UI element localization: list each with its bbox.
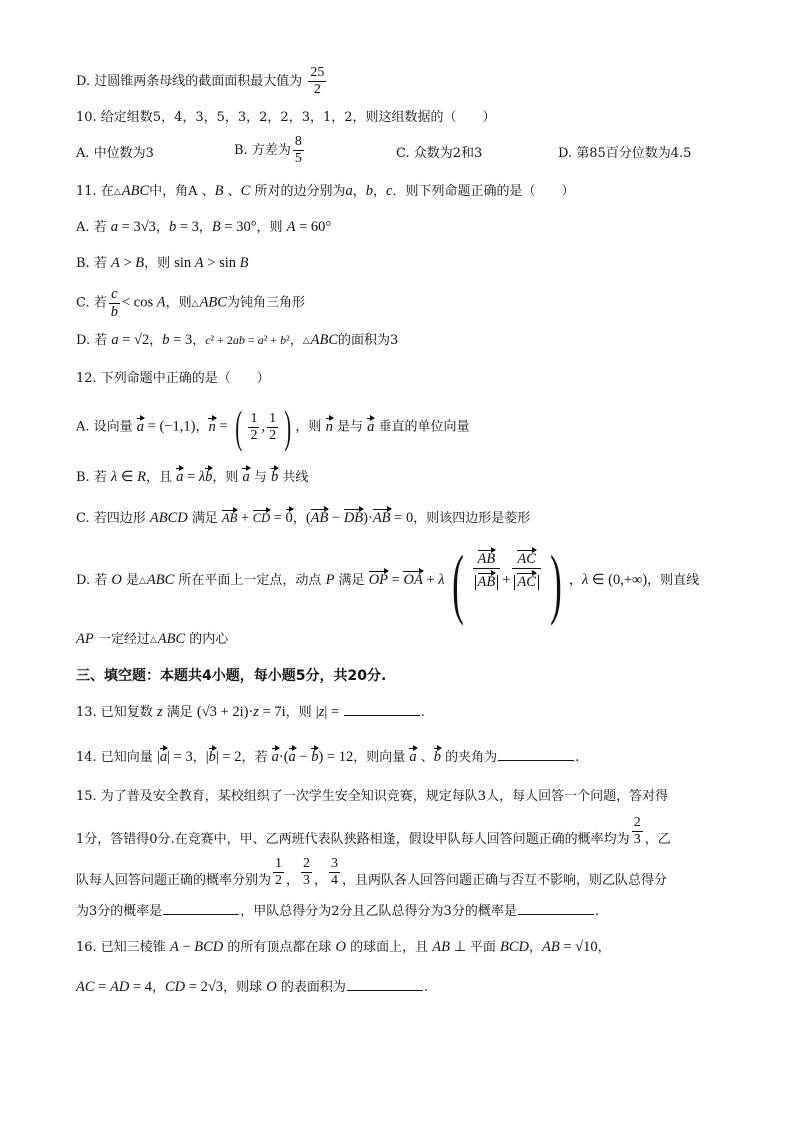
answer-blank[interactable] bbox=[163, 904, 239, 915]
q11-option-c: C. 若 $\frac{c}{b}$ < cos A，则△ABC为钝角三角形 bbox=[76, 286, 305, 320]
q12-option-b: B. 若 λ ∈ R，且 a = λb，则 a 与 b 共线 bbox=[76, 469, 309, 485]
q12-option-d-cont: AP 一定经过△ABC 的内心 bbox=[76, 631, 229, 647]
q15-line2: 1分，答错得0分.在竞赛中，甲、乙两班代表队狭路相逢，假设甲队每人回答问题正确的概率均为 $\frac{2}{3}$ ，乙 bbox=[76, 815, 671, 847]
fraction: $\frac{25}{2}$ bbox=[310, 65, 325, 97]
q10-stem: 10. 给定组数5，4，3，5，3，2，2，3，1，2，则这组数据的（ ） bbox=[76, 110, 496, 125]
q10-option-c: C. 众数为2和3 bbox=[396, 146, 483, 161]
q16-line2: AC = AD = 4，CD = 2√3，则球 O 的表面积为 . bbox=[76, 979, 428, 995]
q10-option-b: B. 方差为 $\frac{8}{5}$ bbox=[234, 134, 302, 166]
answer-blank[interactable] bbox=[344, 705, 420, 716]
section-title: 三、填空题：本题共4小题，每小题5分，共20分. bbox=[76, 668, 387, 684]
q12-option-d: D. 若 O 是$_\triangle$ABC 所在平面上一定点，动点 P 满足 OP = OA + λ( $\frac{AB}{AB}$ + $\frac{AC}{AC}$ ) ，λ ∈ (0,+∞)，则直线 bbox=[76, 539, 700, 626]
q15-line4: 为3分的概率是 ，甲队总得分为2分且乙队总得分为3分的概率是 . bbox=[76, 904, 599, 919]
q9-option-d: D. 过圆锥两条母线的截面面积最大值为 $\frac{25}{2}$ bbox=[76, 65, 325, 97]
q11-stem: 11. 在△ABC中，角A 、B 、C 所对的边分别为a，b，c．则下列命题正确的是（ ） bbox=[76, 183, 575, 199]
q10-option-d: D. 第85百分位数为4.5 bbox=[558, 146, 692, 161]
q11-option-d: D. 若 a = √2，b = 3，c² + 2ab = a² + b²，△ABC的面积为3 bbox=[76, 332, 399, 348]
answer-blank[interactable] bbox=[498, 750, 574, 761]
q11-option-a: A. 若 a = 3√3，b = 3，B = 30°，则 A = 60° bbox=[76, 219, 332, 235]
q10-option-a: A. 中位数为3 bbox=[76, 146, 154, 161]
q15-line3: 队每人回答问题正确的概率分别为 $\frac{1}{2}$ ， $\frac{2}{3}$ ， $\frac{3}{4}$ ，且两队各人回答问题正确与否互不影响，则乙队总得分 bbox=[76, 856, 668, 888]
q12-stem: 12. 下列命题中正确的是（ ） bbox=[76, 371, 270, 386]
q14: 14. 已知向量 |a| = 3，|b| = 2，若 a·(a − b) = 12，则向量 a 、b 的夹角为 . bbox=[76, 749, 580, 765]
answer-blank[interactable] bbox=[518, 904, 594, 915]
q16-line1: 16. 已知三棱锥 A − BCD 的所有顶点都在球 O 的球面上，且 AB ⊥ 平面 BCD，AB = √10， bbox=[76, 939, 611, 955]
q12-option-a: A. 设向量 a = (−1,1)，n = ( $\frac{1}{2}$ , $\frac{1}{2}$ ) ，则 n 是与 a 垂直的单位向量 bbox=[76, 401, 470, 452]
q12-option-c: C. 若四边形 ABCD 满足 AB + CD = 0，(AB − DB)·AB = 0，则该四边形是菱形 bbox=[76, 510, 531, 526]
answer-blank[interactable] bbox=[347, 980, 423, 991]
q13: 13. 已知复数 z 满足 (√3 + 2i)·z = 7i，则 |z| = . bbox=[76, 704, 425, 720]
q15-line1: 15. 为了普及安全教育，某校组织了一次学生安全知识竞赛，规定每队3人，每人回答一个问题，答对得 bbox=[76, 789, 669, 804]
q11-option-b: B. 若 A > B，则 sin A > sin B bbox=[76, 255, 249, 271]
